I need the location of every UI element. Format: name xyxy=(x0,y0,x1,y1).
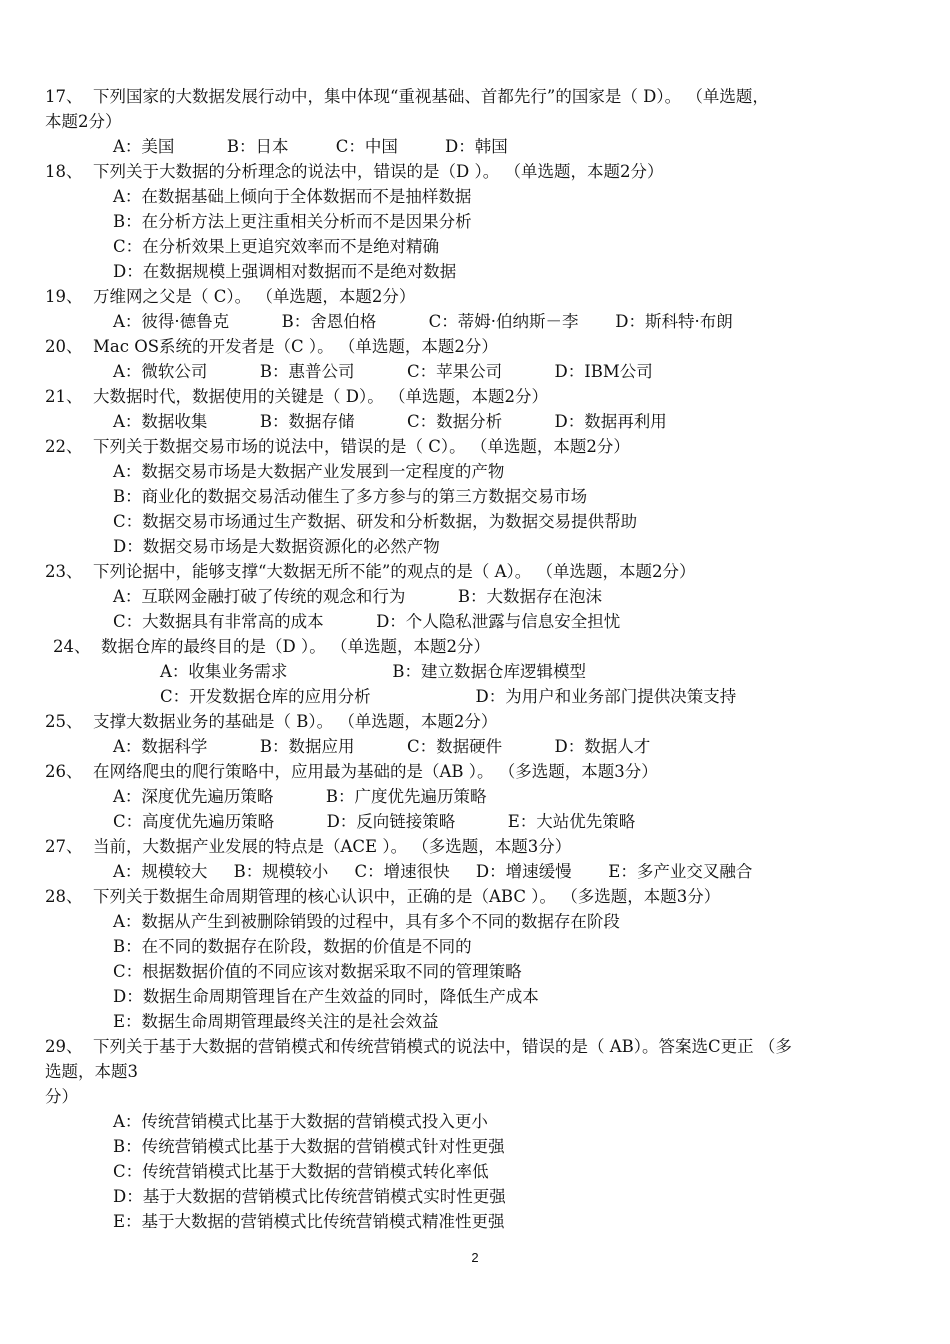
text-line: A：互联网金融打破了传统的观念和行为 B：大数据存在泡沫 xyxy=(113,587,602,606)
text-line: A：数据交易市场是大数据产业发展到一定程度的产物 xyxy=(113,462,505,481)
text-line: C：传统营销模式比基于大数据的营销模式转化率低 xyxy=(113,1162,489,1181)
text-line: 25、 支撑大数据业务的基础是（ B）。 （单选题，本题2分） xyxy=(45,712,498,731)
text-line: 26、 在网络爬虫的爬行策略中，应用最为基础的是（AB ）。 （多选题，本题3分） xyxy=(45,762,658,781)
text-line: C：数据交易市场通过生产数据、研发和分析数据，为数据交易提供帮助 xyxy=(113,512,638,531)
text-line: B：在不同的数据存在阶段，数据的价值是不同的 xyxy=(113,937,472,956)
text-line: A：深度优先遍历策略 B：广度优先遍历策略 xyxy=(113,787,487,806)
text-line: 24、 数据仓库的最终目的是（D ）。 （单选题，本题2分） xyxy=(53,637,490,656)
text-line: A：数据收集 B：数据存储 C：数据分析 D：数据再利用 xyxy=(113,412,667,431)
text-line: D：基于大数据的营销模式比传统营销模式实时性更强 xyxy=(113,1187,506,1206)
text-line: 27、 当前，大数据产业发展的特点是（ACE ）。 （多选题，本题3分） xyxy=(45,837,572,856)
text-line: A：美国 B：日本 C：中国 D：韩国 xyxy=(113,137,508,156)
text-line: 22、 下列关于数据交易市场的说法中，错误的是（ C）。 （单选题，本题2分） xyxy=(45,437,630,456)
text-line: 19、 万维网之父是（ C）。 （单选题，本题2分） xyxy=(45,287,416,306)
text-line: 20、 Mac OS系统的开发者是（C ）。 （单选题，本题2分） xyxy=(45,337,498,356)
text-line: D：在数据规模上强调相对数据而不是绝对数据 xyxy=(113,262,457,281)
text-line: 29、 下列关于基于大数据的营销模式和传统营销模式的说法中，错误的是（ AB）。答案选C更正 （多 xyxy=(45,1037,792,1056)
text-line: B：传统营销模式比基于大数据的营销模式针对性更强 xyxy=(113,1137,505,1156)
text-line: E：数据生命周期管理最终关注的是社会效益 xyxy=(113,1012,439,1031)
text-line: 21、 大数据时代，数据使用的关键是（ D）。 （单选题，本题2分） xyxy=(45,387,548,406)
text-line: A：收集业务需求 B：建立数据仓库逻辑模型 xyxy=(160,662,586,681)
text-line: A：数据从产生到被删除销毁的过程中，具有多个不同的数据存在阶段 xyxy=(113,912,620,931)
text-line: A：在数据基础上倾向于全体数据而不是抽样数据 xyxy=(113,187,472,206)
text-line: 23、 下列论据中，能够支撑“大数据无所不能”的观点的是（ A）。 （单选题，本题2分） xyxy=(45,562,696,581)
text-line: C：开发数据仓库的应用分析 D：为用户和业务部门提供决策支持 xyxy=(160,687,737,706)
text-line: C：高度优先遍历策略 D：反向链接策略 E：大站优先策略 xyxy=(113,812,636,831)
text-line: B：商业化的数据交易活动催生了多方参与的第三方数据交易市场 xyxy=(113,487,588,506)
text-line: 18、 下列关于大数据的分析理念的说法中，错误的是（D ）。 （单选题，本题2分） xyxy=(45,162,664,181)
text-line: C：根据数据价值的不同应该对数据采取不同的管理策略 xyxy=(113,962,522,981)
text-line: C：在分析效果上更追究效率而不是绝对精确 xyxy=(113,237,440,256)
text-line: A：规模较大 B：规模较小 C：增速很快 D：增速缓慢 E：多产业交叉融合 xyxy=(113,862,753,881)
text-line: A：数据科学 B：数据应用 C：数据硬件 D：数据人才 xyxy=(113,737,651,756)
page-number: 2 xyxy=(471,1250,479,1265)
text-line: A：传统营销模式比基于大数据的营销模式投入更小 xyxy=(113,1112,488,1131)
text-line: 28、 下列关于数据生命周期管理的核心认识中，正确的是（ABC ）。 （多选题，本题3分） xyxy=(45,887,721,906)
text-line: A：微软公司 B：惠普公司 C：苹果公司 D：IBM公司 xyxy=(113,362,653,381)
text-line: D：数据生命周期管理旨在产生效益的同时，降低生产成本 xyxy=(113,987,539,1006)
text-line: D：数据交易市场是大数据资源化的必然产物 xyxy=(113,537,440,556)
text-line: 17、 下列国家的大数据发展行动中，集中体现“重视基础、首都先行”的国家是（ D）。 （单选题， xyxy=(45,87,769,106)
text-line: C：大数据具有非常高的成本 D：个人隐私泄露与信息安全担忧 xyxy=(113,612,621,631)
text-line: B：在分析方法上更注重相关分析而不是因果分析 xyxy=(113,212,472,231)
text-line: 分） xyxy=(45,1087,78,1106)
text-line: E：基于大数据的营销模式比传统营销模式精准性更强 xyxy=(113,1212,505,1231)
text-line: 本题2分） xyxy=(45,112,122,131)
text-line: A：彼得·德鲁克 B：舍恩伯格 C：蒂姆·伯纳斯－李 D：斯科特·布朗 xyxy=(113,312,733,331)
text-line: 选题，本题3 xyxy=(45,1062,138,1081)
